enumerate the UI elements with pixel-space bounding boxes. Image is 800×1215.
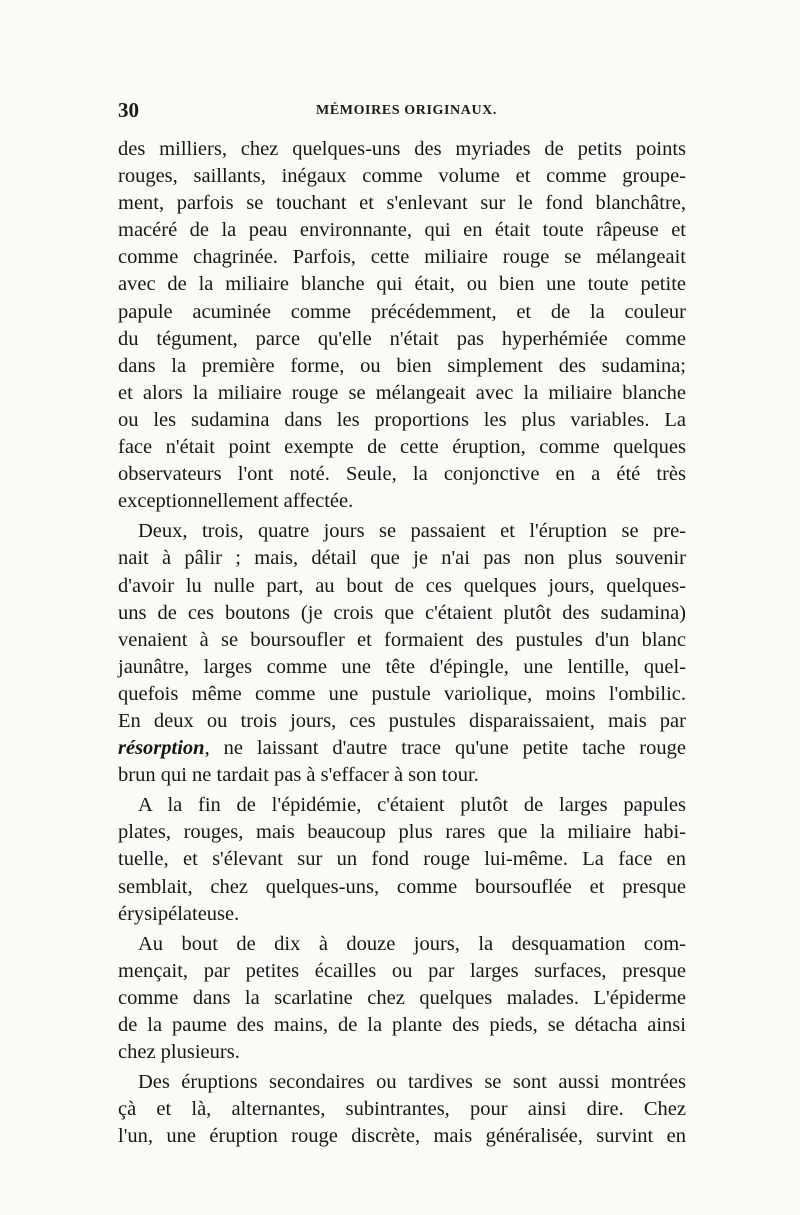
text-line: venaient à se boursoufler et formaient des pustules d'un blanc	[118, 628, 686, 651]
text-line: plates, rouges, mais beaucoup plus rares que la miliaire habi-	[118, 821, 686, 844]
text-line-italic-start: résorption, ne laissant d'autre trace qu'une petite tache rouge	[118, 737, 686, 760]
text-line: çà et là, alternantes, subintrantes, pour ainsi dire. Chez	[118, 1098, 686, 1121]
text-line: tuelle, et s'élevant sur un fond rouge lui-même. La face en	[118, 848, 686, 871]
italic-term: résorption	[118, 737, 205, 760]
text-line: avec de la miliaire blanche qui était, ou bien une toute petite	[118, 273, 686, 296]
text-line: quefois même comme une pustule variolique, moins l'ombilic.	[118, 682, 686, 705]
text-line: macéré de la peau environnante, qui en était toute râpeuse et	[118, 219, 686, 242]
text-line: observateurs l'ont noté. Seule, la conjonctive en a été très	[118, 463, 686, 486]
page-number: 30	[118, 98, 139, 122]
paragraph	[118, 136, 686, 515]
text-line: d'avoir lu nulle part, au bout de ces quelques jours, quelques-	[118, 574, 686, 597]
text-line: En deux ou trois jours, ces pustules disparaissaient, mais par	[118, 709, 686, 732]
text-line: face n'était point exempte de cette éruption, comme quelques	[118, 436, 686, 459]
text-line: dans la première forme, ou bien simplement des sudamina;	[118, 354, 686, 377]
text-line: érysipélateuse.	[118, 902, 240, 925]
text-line: exceptionnellement affectée.	[118, 490, 354, 513]
text-line: comme chagrinée. Parfois, cette miliaire rouge se mélangeait	[118, 246, 686, 269]
text-line: semblait, chez quelques-uns, comme boursouflée et presque	[118, 875, 686, 898]
body-text	[118, 136, 686, 1153]
text-line: du tégument, parce qu'elle n'était pas hyperhémiée comme	[118, 327, 686, 350]
paragraph	[118, 931, 686, 1066]
text-line: des milliers, chez quelques-uns des myriades de petits points	[118, 138, 686, 160]
text-line: comme dans la scarlatine chez quelques malades. L'épiderme	[118, 986, 686, 1009]
text-line: ou les sudamina dans les proportions les plus variables. La	[118, 408, 686, 431]
text-line: nait à pâlir ; mais, détail que je n'ai pas non plus souvenir	[118, 547, 686, 570]
text-line: mençait, par petites écailles ou par larges surfaces, presque	[118, 959, 686, 982]
running-title: MÉMOIRES ORIGINAUX.	[316, 103, 497, 118]
text-line: Au bout de dix à douze jours, la desquamation com-	[138, 932, 686, 955]
text-line: uns de ces boutons (je crois que c'étaient plutôt des sudamina)	[118, 601, 686, 624]
text-line: chez plusieurs.	[118, 1041, 240, 1064]
text-line: papule acuminée comme précédemment, et de la couleur	[118, 300, 686, 323]
text-line: et alors la miliaire rouge se mélangeait avec la miliaire blanche	[118, 381, 686, 404]
text-line: brun qui ne tardait pas à s'effacer à son tour.	[118, 764, 479, 787]
text-line: Deux, trois, quatre jours se passaient et l'éruption se pre-	[138, 520, 686, 543]
text-line: l'un, une éruption rouge discrète, mais généralisée, survint en	[118, 1125, 686, 1148]
text-line: rouges, saillants, inégaux comme volume et comme groupe-	[118, 165, 686, 188]
text-line: de la paume des mains, de la plante des pieds, se détacha ainsi	[118, 1014, 686, 1036]
text-line: Des éruptions secondaires ou tardives se sont aussi montrées	[138, 1071, 686, 1094]
paragraph	[118, 518, 686, 789]
paragraph	[118, 792, 686, 927]
text-line: jaunâtre, larges comme une tête d'épingle, une lentille, quel-	[118, 655, 686, 678]
text-line: A la fin de l'épidémie, c'étaient plutôt de larges papules	[138, 794, 686, 817]
paragraph	[118, 1069, 686, 1150]
page-header	[118, 98, 688, 124]
text-line: ment, parfois se touchant et s'enlevant sur le fond blanchâtre,	[118, 192, 686, 215]
